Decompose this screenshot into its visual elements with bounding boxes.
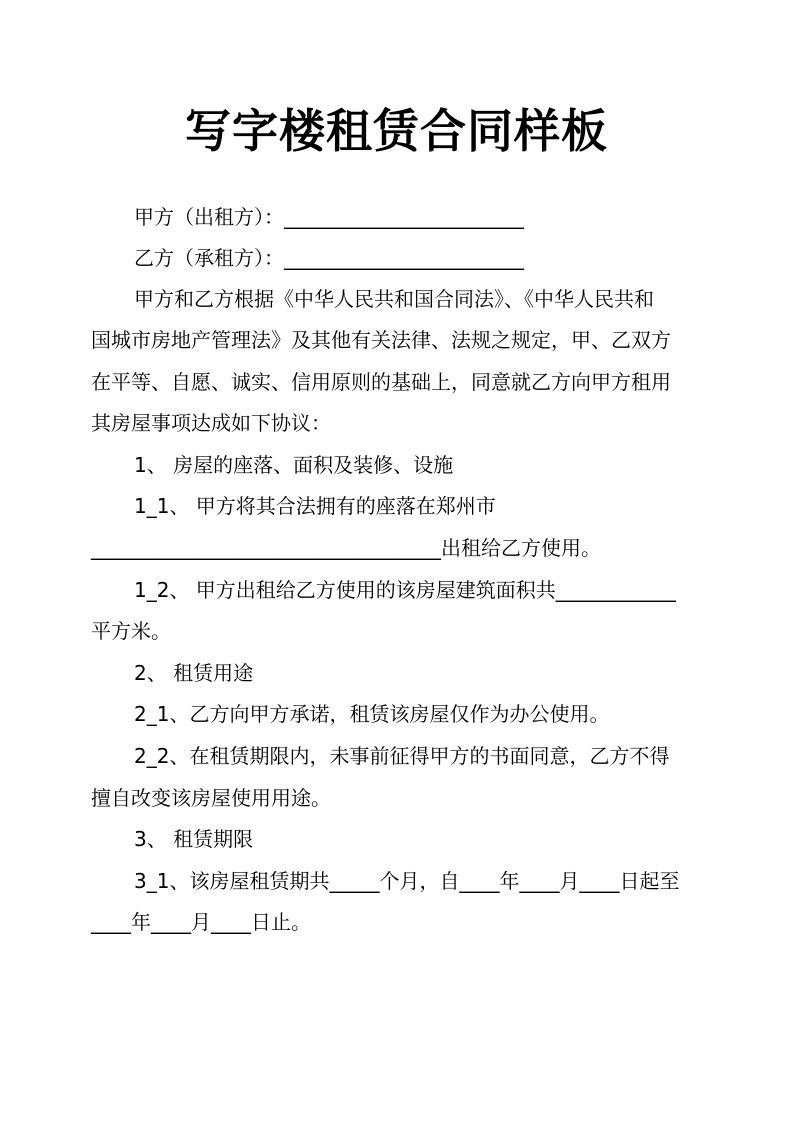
section-2-heading: 2、 租赁用途 (134, 661, 254, 685)
section-3-heading: 3、 租赁期限 (134, 827, 254, 851)
clause-1-1-line-2: ___________________________________出租给乙方使用。 (91, 536, 601, 560)
clause-1-2-line-2: 平方米。 (91, 619, 171, 643)
party-b-line: 乙方（承租方）：________________________ (134, 246, 524, 270)
preamble-line-4: 其房屋事项达成如下协议： (91, 411, 331, 435)
clause-1-2-line-1: 1_2、 甲方出租给乙方使用的该房屋建筑面积共____________ (134, 578, 676, 602)
clause-1-1-line-1: 1_1、 甲方将其合法拥有的座落在郑州市 (134, 494, 496, 518)
clause-3-1-line-1: 3_1、该房屋租赁期共_____个月，自____年____月____日起至 (134, 869, 680, 893)
section-1-heading: 1、 房屋的座落、面积及装修、设施 (134, 453, 454, 477)
document-title: 写字楼租赁合同样板 (185, 104, 608, 158)
party-a-line: 甲方（出租方）：________________________ (134, 205, 524, 229)
clause-3-1-line-2: ____年____月____日止。 (91, 910, 311, 934)
preamble-line-1: 甲方和乙方根据《中华人民共和国合同法》、《中华人民共和 (134, 287, 654, 311)
clause-2-1: 2_1、乙方向甲方承诺，租赁该房屋仅作为办公使用。 (134, 702, 610, 726)
clause-2-2-line-2: 擅自改变该房屋使用用途。 (91, 786, 331, 810)
preamble-line-3: 在平等、自愿、诚实、信用原则的基础上，同意就乙方向甲方租用 (91, 370, 671, 394)
clause-2-2-line-1: 2_2、在租赁期限内，未事前征得甲方的书面同意，乙方不得 (134, 744, 670, 768)
preamble-line-2: 国城市房地产管理法》及其他有关法律、法规之规定，甲、乙双方 (91, 328, 671, 352)
